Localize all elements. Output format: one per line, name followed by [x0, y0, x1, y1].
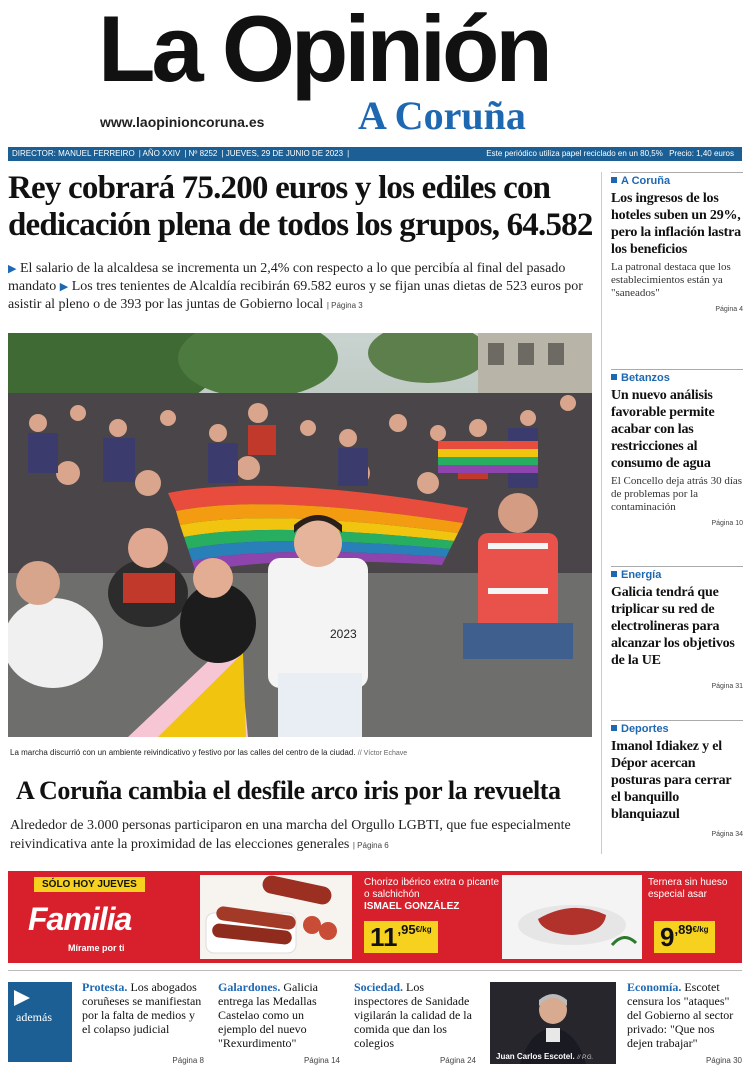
- ad-brand-logo: Familia: [28, 901, 132, 937]
- section-label: Deportes: [611, 720, 743, 735]
- sidebar-story-4[interactable]: [611, 720, 743, 838]
- director: DIRECTOR: MANUEL FERREIRO: [12, 149, 135, 158]
- masthead-url[interactable]: www.laopinioncoruna.es: [100, 114, 265, 130]
- lead-sub-2: Los tres tenientes de Alcaldía recibirán 69.582 euros y se fijan unas dietas de 523 euros por asistir al pleno o de 393 por las juntas de Gobierno local: [8, 279, 583, 312]
- section-label: A Coruña: [611, 172, 743, 187]
- bullet-icon: ▶: [8, 263, 17, 275]
- supermarket-ad[interactable]: [8, 871, 742, 963]
- escotet-photo[interactable]: [490, 982, 616, 1064]
- recycled-note: Este periódico utiliza papel reciclado en un 80,5%: [486, 149, 663, 158]
- square-icon: [611, 571, 617, 577]
- lead-sub-1: El salario de la alcaldesa se incrementa un 2,4% con respecto a lo que percibía al final del pasado mandato: [8, 261, 566, 294]
- sidebar-page: Página 4: [715, 306, 743, 313]
- masthead-city: A Coruña: [358, 93, 526, 138]
- ad-item2-text: Ternera sin hueso especial asar: [648, 877, 728, 900]
- sidebar-headline: Un nuevo análisis favorable permite acabar con las restricciones al consumo de agua: [611, 388, 715, 471]
- section-label: Energía: [611, 566, 743, 581]
- photo-credit: // Víctor Echave: [357, 750, 408, 757]
- lead-photo[interactable]: [8, 333, 592, 737]
- bottom-rule: [8, 970, 742, 971]
- brief-2[interactable]: Galardones. Galicia entrega las Medallas Castelao como un ejemplo del nuevo "Rexurdimento" Página 14: [218, 980, 340, 1065]
- lead-subhead: [8, 260, 600, 315]
- second-page-ref: | Página 6: [352, 841, 389, 850]
- masthead-title: La Opinión: [98, 0, 549, 101]
- sidebar-headline: Galicia tendrá que triplicar su red de electrolineras para alcanzar los objetivos de la UE: [611, 585, 735, 668]
- square-icon: [611, 725, 617, 731]
- bullet-icon: ▶: [59, 281, 69, 293]
- ademas-box: además: [8, 982, 72, 1062]
- sidebar-page: Página 31: [711, 683, 743, 690]
- issue-number: Nº 8252: [188, 149, 218, 158]
- sidebar-story-2[interactable]: [611, 369, 743, 527]
- sidebar-story-3[interactable]: [611, 566, 743, 690]
- info-bar: DIRECTOR: MANUEL FERREIRO | AÑO XXIV | Nº 8252 | JUEVES, 29 DE JUNIO DE 2023 | Este periódico utiliza papel reciclado en un 80,5% Precio: 1,40 euros: [8, 147, 742, 161]
- year: AÑO XXIV: [142, 149, 181, 158]
- section-label: Betanzos: [611, 369, 743, 384]
- sidebar-page: Página 34: [711, 831, 743, 838]
- sidebar-page: Página 10: [711, 520, 743, 527]
- sidebar-headline: Los ingresos de los hoteles suben un 29%, pero la inflación lastra los beneficios: [611, 191, 741, 257]
- ad-badge: SÓLO HOY JUEVES: [34, 877, 145, 892]
- second-subhead: Alrededor de 3.000 personas participaron en una marcha del Orgullo LGBTI, que fue especialmente reivindicativa ante la proximidad de las elecciones generales | Página 6: [10, 818, 571, 852]
- price: Precio: 1,40 euros: [669, 149, 734, 158]
- photo-caption-small: Juan Carlos Escotel. // P.G.: [496, 1052, 594, 1061]
- pride-march-photo: [8, 333, 592, 737]
- shirt-text: 2023: [330, 627, 357, 641]
- sidebar-summary: El Concello deja atrás 30 días de problemas por la contaminación: [611, 475, 743, 513]
- beef-photo: [502, 875, 642, 959]
- sidebar-headline: Imanol Idiakez y el Dépor acercan posturas para cerrar el banquillo blanquiazul: [611, 739, 732, 822]
- lead-page-ref: | Página 3: [326, 301, 363, 310]
- brief-1[interactable]: Protesta. Los abogados coruñeses se manifiestan por la falta de medios y el colapso judicial Página 8: [82, 980, 204, 1065]
- arrow-icon: [8, 986, 72, 1010]
- date: JUEVES, 29 DE JUNIO DE 2023: [225, 149, 344, 158]
- ad-tagline: Mírame por ti: [68, 943, 125, 953]
- sidebar-summary: La patronal destaca que los establecimientos están ya "saneados": [611, 261, 731, 299]
- ad-item1-price: $11^{,95€/kg}$: [364, 921, 438, 953]
- square-icon: [611, 177, 617, 183]
- second-headline[interactable]: A Coruña cambia el desfile arco iris por la revuelta: [16, 776, 561, 805]
- brief-4[interactable]: Economía. Escotet censura los "ataques" del Gobierno al sector privado: "Que nos dejen trabajar" Página 30: [627, 980, 742, 1065]
- sidebar-story-1[interactable]: [611, 172, 743, 313]
- lead-headline[interactable]: Rey cobrará 75.200 euros y los ediles con dedicación plena de todos los grupos, 64.582: [8, 170, 593, 243]
- square-icon: [611, 374, 617, 380]
- brief-3[interactable]: Sociedad. Los inspectores de Sanidade vigilarán la calidad de la comida que dan los colegios Página 24: [354, 980, 476, 1065]
- column-rule: [601, 172, 602, 854]
- ad-item1-text: Chorizo ibérico extra o picante o salchichón ISMAEL GONZÁLEZ: [364, 877, 500, 912]
- ad-item2-price: $9^{,89€/kg}$: [654, 921, 715, 953]
- photo-caption: La marcha discurrió con un ambiente reivindicativo y festivo por las calles del centro de la ciudad. // Víctor Echave: [10, 748, 408, 757]
- chorizo-photo: [200, 875, 352, 959]
